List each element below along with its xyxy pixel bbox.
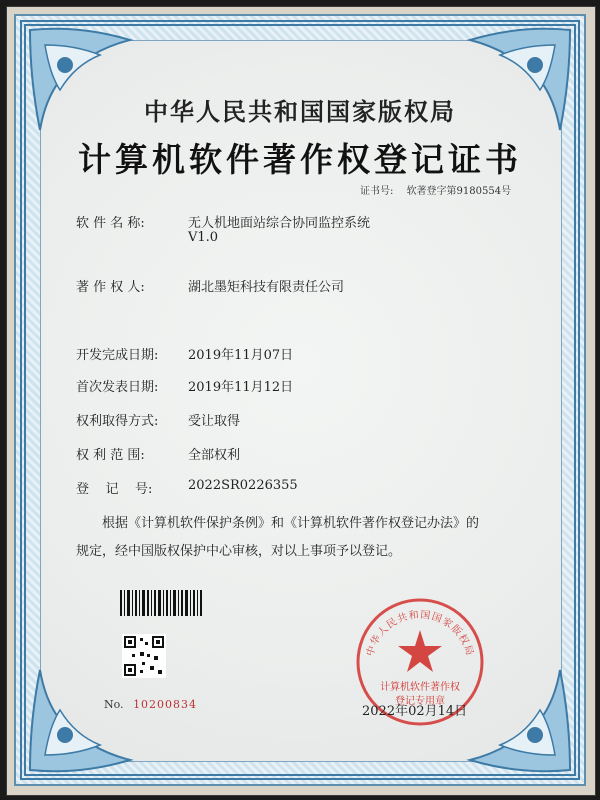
- dev-complete-date-value: 2019年11月07日: [188, 348, 294, 363]
- rights-scope-label: 权 利 范 围:: [76, 448, 145, 463]
- copyright-owner-label: 著 作 权 人:: [76, 280, 145, 295]
- field-acquisition-method: [76, 410, 241, 429]
- issuer-title: 中华人民共和国国家版权局: [144, 97, 456, 126]
- software-name-label: 软 件 名 称:: [76, 216, 145, 231]
- field-rights-scope: [76, 444, 241, 463]
- field-copyright-owner: [76, 276, 345, 295]
- dev-complete-date-label: 开发完成日期:: [76, 348, 159, 363]
- first-publish-date-value: 2019年11月12日: [188, 380, 294, 395]
- serial-number-label: No.: [104, 698, 124, 711]
- acquisition-method-label: 权利取得方式:: [76, 414, 159, 429]
- certificate-title: 计算机软件著作权登记证书: [78, 140, 522, 179]
- field-registration-no: [76, 478, 298, 497]
- software-name-value: 无人机地面站综合协同监控系统: [188, 216, 371, 231]
- rights-scope-value: 全部权利: [188, 448, 241, 463]
- corner-ornament-bottom-left: [20, 660, 140, 780]
- registration-no-label: 登 记 号:: [76, 482, 153, 497]
- software-version-value: V1.0: [188, 230, 219, 245]
- certificate-number: [360, 182, 511, 197]
- seal-inner-line-2: 登记专用章: [395, 696, 445, 707]
- issue-date: 2022年02月14日: [362, 704, 468, 719]
- certificate-number-label: 证书号:: [360, 186, 394, 197]
- serial-number-value: 10200834: [133, 698, 198, 711]
- seal-outer-text: 中华人民共和国国家版权局: [364, 609, 476, 658]
- registration-statement: [76, 510, 526, 566]
- field-first-publish-date: [76, 376, 294, 395]
- field-dev-complete-date: [76, 344, 294, 363]
- first-publish-date-label: 首次发表日期:: [76, 380, 159, 395]
- barcode-image: [120, 590, 202, 616]
- statement-line-2: 规定，经中国版权保护中心审核，对以上事项予以登记。: [76, 544, 402, 559]
- registration-no-value: 2022SR0226355: [188, 478, 298, 493]
- qr-code-image: [122, 634, 166, 678]
- acquisition-method-value: 受让取得: [188, 414, 241, 429]
- certificate-number-value: 软著登字第9180554号: [406, 186, 512, 197]
- serial-number: [104, 698, 197, 711]
- statement-line-1: 根据《计算机软件保护条例》和《计算机软件著作权登记办法》的: [102, 516, 480, 531]
- field-software-name: [76, 212, 371, 245]
- copyright-owner-value: 湖北墨矩科技有限责任公司: [188, 280, 345, 295]
- seal-inner-line-1: 计算机软件著作权: [380, 682, 460, 693]
